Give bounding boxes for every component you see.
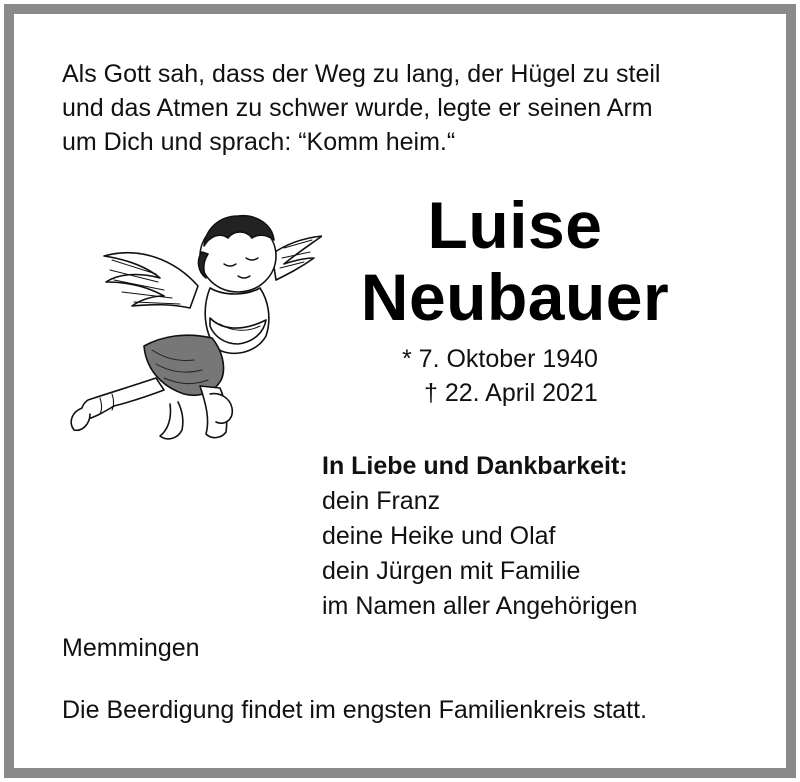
- mourners-heading: In Liebe und Dankbarkeit:: [322, 452, 628, 480]
- mourners-block: [322, 449, 637, 624]
- mourner-name: im Namen aller Angehörigen: [322, 592, 638, 620]
- funeral-note: Die Beerdigung findet im engsten Familienkreis statt.: [62, 696, 648, 724]
- place-name: Memmingen: [62, 634, 200, 662]
- birth-date: * 7. Oktober 1940: [402, 345, 598, 373]
- poem-line: und das Atmen zu schwer wurde, legte er seinen Arm: [62, 94, 653, 122]
- poem-line: Als Gott sah, dass der Weg zu lang, der Hügel zu steil: [62, 60, 661, 88]
- deceased-first-name: Luise: [427, 188, 603, 262]
- cherub-illustration: [60, 208, 322, 444]
- mourner-name: deine Heike und Olaf: [322, 522, 556, 550]
- mourner-name: dein Jürgen mit Familie: [322, 557, 581, 585]
- mourner-name: dein Franz: [322, 487, 441, 515]
- deceased-last-name: Neubauer: [360, 260, 670, 334]
- poem-quote: [62, 57, 762, 159]
- death-date: † 22. April 2021: [424, 379, 598, 407]
- poem-line: um Dich und sprach: “Komm heim.“: [62, 128, 456, 156]
